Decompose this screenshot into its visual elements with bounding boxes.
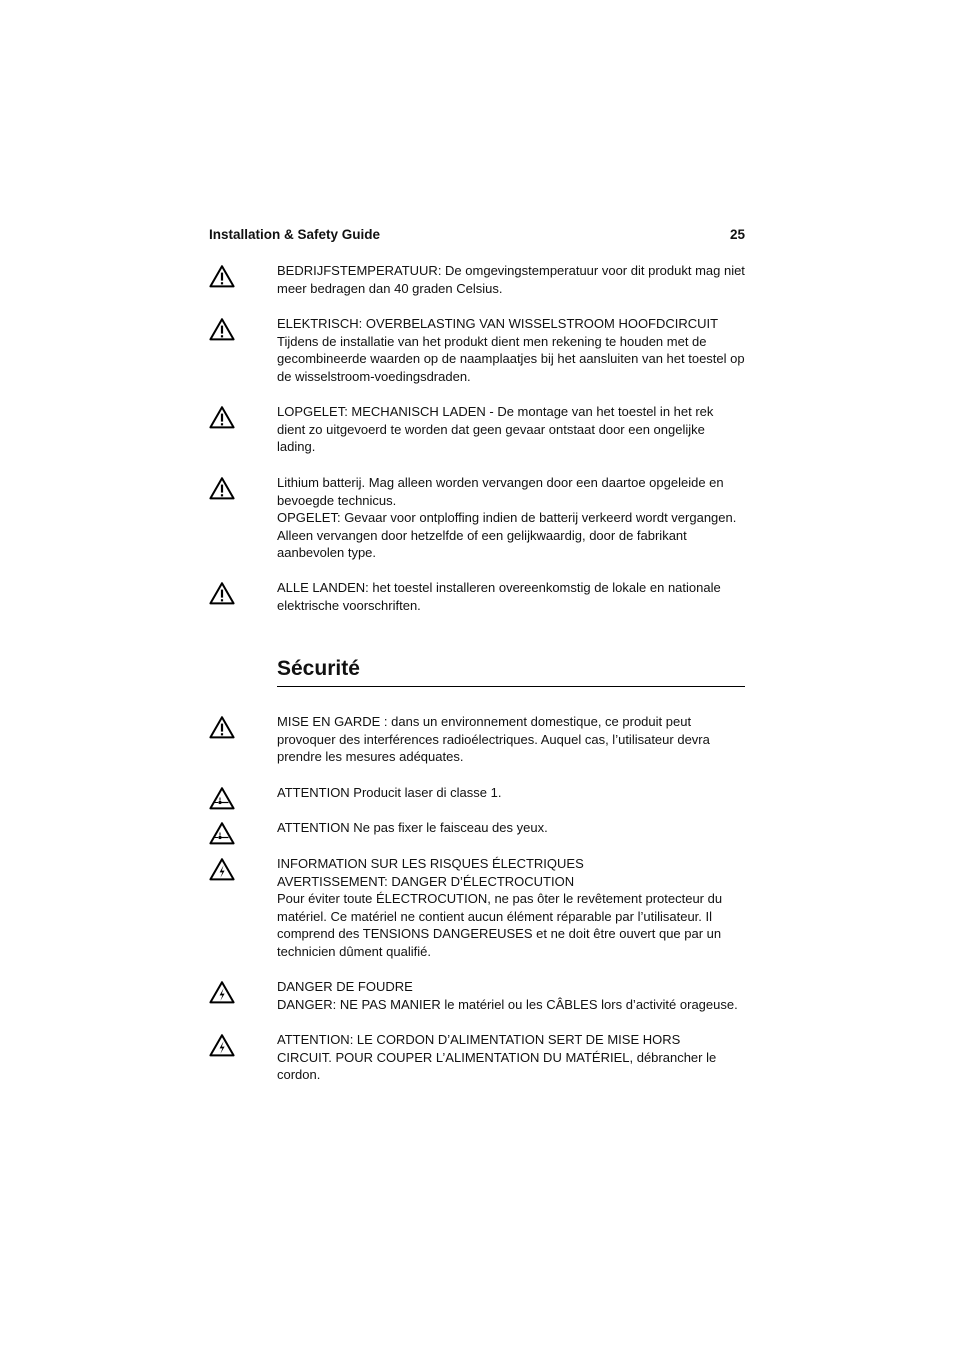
warning-text: INFORMATION SUR LES RISQUES ÉLECTRIQUES AVERTISSEMENT: DANGER D’ÉLECTROCUTION Pour éviter toute ÉLECTROCUTION, ne pas ôter le revêtement protecteur du matériel. Ce matériel ne contient aucun élément réparable par l’utilisateur. Il comprend des TENSIONS DANGEREUSES et ne doit être ouvert que par un technicien dûment qualifié. bbox=[277, 856, 723, 959]
warning-icon bbox=[209, 264, 235, 288]
document-title: Installation & Safety Guide bbox=[209, 227, 381, 242]
page-number: 25 bbox=[729, 227, 745, 242]
warning-text: MISE EN GARDE : dans un environnement domestique, ce produit peut provoquer des interférences radioélectriques. Auquel cas, l’utilisateur devra prendre les mesures adéquates. bbox=[277, 714, 710, 765]
warning-text: ATTENTION Ne pas fixer le faisceau des yeux. bbox=[277, 820, 548, 835]
warning-text: LOPGELET: MECHANISCH LADEN - De montage van het toestel in het rek dient zo uitgevoerd te worden dat geen gevaar ontstaat door een ongelijke lading. bbox=[277, 404, 714, 455]
warning-text: ELEKTRISCH: OVERBELASTING VAN WISSELSTROOM HOOFDCIRCUIT Tijdens de installatie van het produkt dient men rekening te houden met de gecombineerde waarden op de naamplaatjes bij het aansluiten van het toestel op de wisselstroom-voedingsdraden. bbox=[277, 316, 745, 384]
laser-warning-icon bbox=[209, 821, 235, 845]
warning-icon bbox=[209, 405, 235, 429]
warning-icon bbox=[209, 476, 235, 500]
warning-text: Lithium batterij. Mag alleen worden vervangen door een daartoe opgeleide en bevoegde technicus. OPGELET: Gevaar voor ontploffing indien de batterij verkeerd wordt vergangen. Alleen vervangen door hetzelfde of een gelijkwaardig, door de fabrikant aanbevolen type. bbox=[277, 475, 737, 561]
warning-text: BEDRIJFSTEMPERATUUR: De omgevingstemperatuur voor dit produkt mag niet meer bedragen dan 40 graden Celsius. bbox=[277, 263, 745, 296]
electric-warning-icon bbox=[209, 980, 235, 1004]
warning-icon bbox=[209, 581, 235, 605]
laser-warning-icon bbox=[209, 786, 235, 810]
warning-text: ATTENTION: LE CORDON D’ALIMENTATION SERT DE MISE HORS CIRCUIT. POUR COUPER L’ALIMENTATION DU MATÉRIEL, débrancher le cordon. bbox=[277, 1032, 717, 1083]
electric-warning-icon bbox=[209, 1033, 235, 1057]
electric-warning-icon bbox=[209, 857, 235, 881]
section-divider bbox=[277, 686, 745, 687]
warning-icon bbox=[209, 715, 235, 739]
warning-text: ALLE LANDEN: het toestel installeren overeenkomstig de lokale en nationale elektrische voorschriften. bbox=[277, 580, 721, 613]
warning-icon bbox=[209, 317, 235, 341]
warning-text: DANGER DE FOUDRE DANGER: NE PAS MANIER le matériel ou les CÂBLES lors d’activité orageuse. bbox=[277, 979, 738, 1012]
section-title: Sécurité bbox=[277, 657, 360, 680]
page-header bbox=[209, 227, 745, 247]
warning-text: ATTENTION Producit laser di classe 1. bbox=[277, 785, 502, 800]
